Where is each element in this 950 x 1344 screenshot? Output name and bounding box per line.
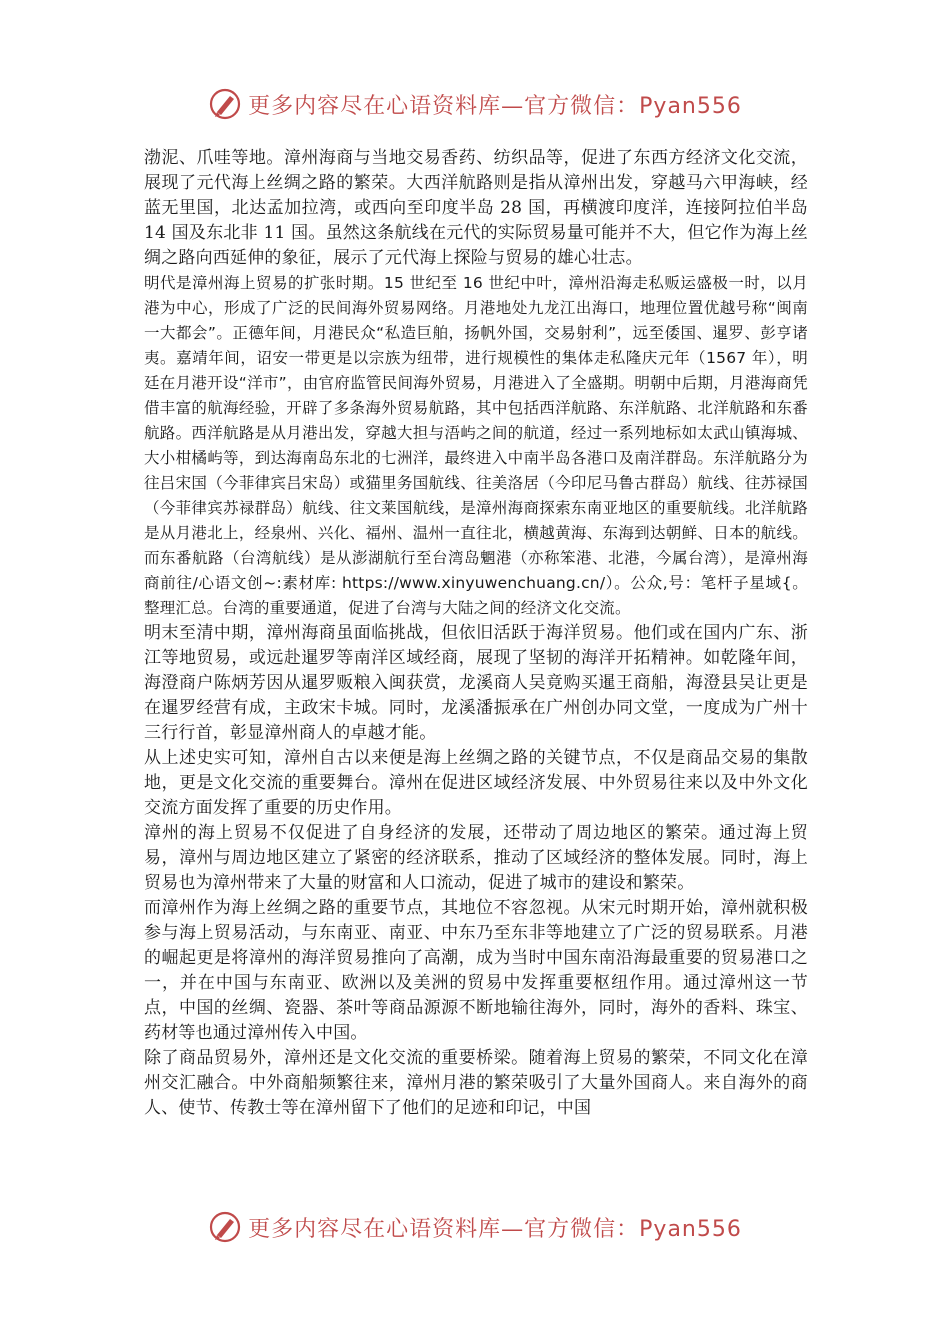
paragraph: 而漳州作为海上丝绸之路的重要节点，其地位不容忽视。从宋元时期开始，漳州就积极参与海上贸易活动，与东南亚、南亚、中东乃至东非等地建立了广泛的贸易联系。月港的崛起更是将漳州的海洋贸易推向了高潮，成为当时中国东南沿海最重要的贸易港口之一，并在中国与东南亚、欧洲以及美洲的贸易中发挥重要枢纽作用。通过漳州这一节点，中国的丝绸、瓷器、茶叶等商品源源不断地输往海外，同时，海外的香料、珠宝、药材等也通过漳州传入中国。	[144, 898, 808, 1043]
pen-logo-icon	[208, 87, 242, 121]
wechat-id: Pyan556	[639, 93, 742, 119]
header-watermark	[0, 84, 950, 124]
paragraph: 明末至清中期，漳州海商虽面临挑战，但依旧活跃于海洋贸易。他们或在国内广东、浙江等地贸易，或远赴暹罗等南洋区域经商，展现了坚韧的海洋开拓精神。如乾隆年间，海澄商户陈炳芳因从暹罗贩粮入闽获赏，龙溪商人吴竟购买暹王商船，海澄县吴让更是在暹罗经营有成，主政宋卡城。同时，龙溪潘振承在广州创办同文堂，一度成为广州十三行行首，彰显漳州商人的卓越才能。	[144, 623, 808, 743]
watermark-text: 更多内容尽在心语资料库—官方微信：Pyan556	[248, 1216, 742, 1242]
watermark-text: 更多内容尽在心语资料库—官方微信：Pyan556	[248, 93, 742, 119]
paragraph: 渤泥、爪哇等地。漳州海商与当地交易香药、纺织品等，促进了东西方经济文化交流，展现了元代海上丝绸之路的繁荣。大西洋航路则是指从漳州出发，穿越马六甲海峡，经蓝无里国，北达孟加拉湾，或西向至印度半岛 28 国，再横渡印度洋，连接阿拉伯半岛 14 国及东北非 11 国。虽然这条航线在元代的实际贸易量可能并不大，但它作为海上丝绸之路向西延伸的象征，展示了元代海上探险与贸易的雄心壮志。	[144, 148, 808, 268]
paragraph: 从上述史实可知，漳州自古以来便是海上丝绸之路的关键节点，不仅是商品交易的集散地，更是文化交流的重要舞台。漳州在促进区域经济发展、中外贸易往来以及中外文化交流方面发挥了重要的历史作用。	[144, 748, 808, 818]
document-body	[144, 146, 808, 1121]
paragraph: 明代是漳州海上贸易的扩张时期。15 世纪至 16 世纪中叶，漳州沿海走私贩运盛极一时，以月港为中心，形成了广泛的民间海外贸易网络。月港地处九龙江出海口，地理位置优越号称“闽南一大都会”。正德年间，月港民众“私造巨舶，扬帆外国，交易射利”，远至倭国、暹罗、彭亨诸夷。嘉靖年间，诏安一带更是以宗族为纽带，进行规模性的集体走私隆庆元年（1567 年），明廷在月港开设“洋市”，由官府监管民间海外贸易，月港进入了全盛期。明朝中后期，月港海商凭借丰富的航海经验，开辟了多条海外贸易航路，其中包括西洋航路、东洋航路、北洋航路和东番航路。西洋航路是从月港出发，穿越大担与浯屿之间的航道，经过一系列地标如太武山镇海城、大小柑橘屿等，到达海南岛东北的七洲洋，最终进入中南半岛各港口及南洋群岛。东洋航路分为往吕宋国（今菲律宾吕宋岛）或猫里务国航线、往美洛居（今印尼马鲁古群岛）航线、往苏禄国（今菲律宾苏禄群岛）航线、往文莱国航线，是漳州海商探索东南亚地区的重要航线。北洋航路是从月港北上，经泉州、兴化、福州、温州一直往北，横越黄海、东海到达朝鲜、日本的航线。而东番航路（台湾航线）是从澎湖航行至台湾岛魍港（亦称笨港、北港，今属台湾），是漳州海商前往/心语文创~:素材库: https://www.xinyuwenchuang.cn/）。公众,号：笔杆子星域{。整理汇总。台湾的重要通道，促进了台湾与大陆之间的经济文化交流。	[144, 274, 808, 617]
footer-watermark	[0, 1207, 950, 1247]
wechat-id: Pyan556	[639, 1216, 742, 1242]
pen-logo-icon	[208, 1210, 242, 1244]
paragraph: 除了商品贸易外，漳州还是文化交流的重要桥梁。随着海上贸易的繁荣，不同文化在漳州交汇融合。中外商船频繁往来，漳州月港的繁荣吸引了大量外国商人。来自海外的商人、使节、传教士等在漳州留下了他们的足迹和印记，中国	[144, 1048, 808, 1118]
paragraph: 漳州的海上贸易不仅促进了自身经济的发展，还带动了周边地区的繁荣。通过海上贸易，漳州与周边地区建立了紧密的经济联系，推动了区域经济的整体发展。同时，海上贸易也为漳州带来了大量的财富和人口流动，促进了城市的建设和繁荣。	[144, 823, 808, 893]
